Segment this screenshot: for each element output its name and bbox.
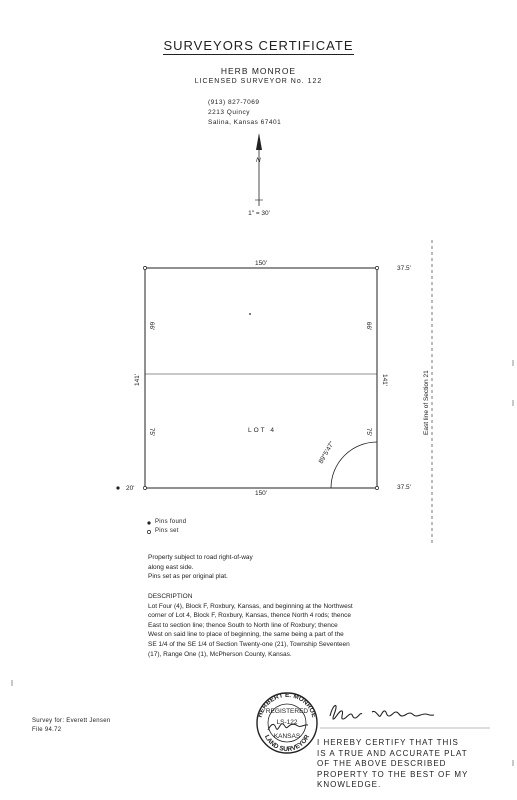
document-title: SURVEYORS CERTIFICATE bbox=[163, 38, 354, 53]
corner-pin bbox=[143, 266, 146, 269]
bottom-right-dimension: 37.5' bbox=[397, 484, 411, 491]
description-line: West on said line to place of beginning, the same being a part of the bbox=[148, 631, 344, 639]
lot-label: LOT 4 bbox=[248, 427, 276, 434]
seal-number: LS-122 bbox=[276, 719, 298, 726]
description-line: SE 1/4 of the SE 1/4 of Section Twenty-one (21), Township Seventeen bbox=[148, 640, 350, 648]
lower-left-side-dimension: 75' bbox=[148, 427, 155, 437]
pin-set-symbol bbox=[147, 530, 150, 533]
surveyor-seal bbox=[257, 692, 318, 753]
certification-line: IS A TRUE AND ACCURATE PLAT bbox=[317, 748, 468, 758]
phone-number: (913) 827-7069 bbox=[208, 99, 260, 106]
section-line-label: East line of Section 21 bbox=[423, 370, 430, 435]
survey-for-block bbox=[32, 717, 111, 735]
note-line: Pins set as per original plat. bbox=[148, 573, 228, 581]
plat-dot bbox=[249, 313, 251, 315]
street-address: 2213 Quincy bbox=[208, 109, 250, 116]
top-right-dimension: 37.5' bbox=[397, 265, 411, 272]
certification-statement bbox=[317, 738, 477, 791]
certification-line: KNOWLEDGE. bbox=[317, 780, 382, 789]
corner-pin bbox=[375, 486, 378, 489]
angle-arc bbox=[331, 442, 377, 488]
certification-line: PROPERTY TO THE BEST OF MY bbox=[317, 769, 469, 779]
file-number: File 94.72 bbox=[32, 727, 62, 733]
license-number: LICENSED SURVEYOR No. 122 bbox=[194, 78, 323, 85]
angle-label: 89°5'47" bbox=[317, 440, 336, 465]
upper-right-side-dimension: 66' bbox=[365, 321, 372, 331]
seal-top-text: HERBERT E. MONROE bbox=[256, 691, 318, 719]
right-total-dimension: 141' bbox=[381, 373, 388, 387]
north-arrow-icon bbox=[255, 133, 263, 206]
legend-pins-set: Pins set bbox=[155, 528, 179, 534]
description-line: Lot Four (4), Block F, Roxbury, Kansas, and beginning at the Northwest bbox=[148, 602, 353, 610]
left-offset-dimension: 20' bbox=[126, 485, 135, 492]
corner-pin bbox=[375, 266, 378, 269]
note-line: Property subject to road right-of-way bbox=[148, 554, 253, 561]
seal-bottom-text: LAND SURVEYOR bbox=[262, 733, 312, 754]
lot-boundary bbox=[145, 268, 377, 488]
notes bbox=[148, 553, 418, 582]
survey-for-client: Survey for: Everett Jensen bbox=[32, 718, 111, 724]
north-letter: N bbox=[256, 157, 261, 164]
surveyor-name: HERB MONROE bbox=[220, 66, 297, 76]
seal-registered: REGISTERED bbox=[265, 708, 309, 715]
bottom-dimension: 150' bbox=[254, 490, 268, 497]
seal-state: KANSAS bbox=[273, 733, 301, 740]
description-line: East to section line; thence South to North line of Roxbury; thence bbox=[148, 621, 338, 629]
certification-line: I HEREBY CERTIFY THAT THIS bbox=[317, 738, 459, 747]
description-line: corner of Lot 4, Block F, Roxbury, Kansas, thence North 4 rods; thence bbox=[148, 612, 351, 620]
corner-pin bbox=[143, 486, 146, 489]
city-address: Salina, Kansas 67401 bbox=[208, 119, 282, 126]
found-pin bbox=[116, 486, 119, 489]
top-dimension: 150' bbox=[254, 260, 268, 267]
description-block bbox=[148, 592, 418, 659]
signature bbox=[320, 705, 490, 728]
description-heading: DESCRIPTION bbox=[148, 593, 193, 600]
lower-right-side-dimension: 75' bbox=[365, 427, 372, 437]
description-line: (17), Range One (1), McPherson County, Kansas. bbox=[148, 650, 292, 658]
upper-left-side-dimension: 66' bbox=[148, 321, 155, 331]
certification-line: OF THE ABOVE DESCRIBED bbox=[317, 759, 447, 768]
left-total-dimension: 141' bbox=[134, 373, 141, 387]
note-line: along east side. bbox=[148, 563, 194, 571]
legend-pins-found: Pins found bbox=[155, 519, 187, 525]
scale-label: 1" = 30' bbox=[248, 210, 270, 217]
pin-found-symbol bbox=[147, 521, 150, 524]
